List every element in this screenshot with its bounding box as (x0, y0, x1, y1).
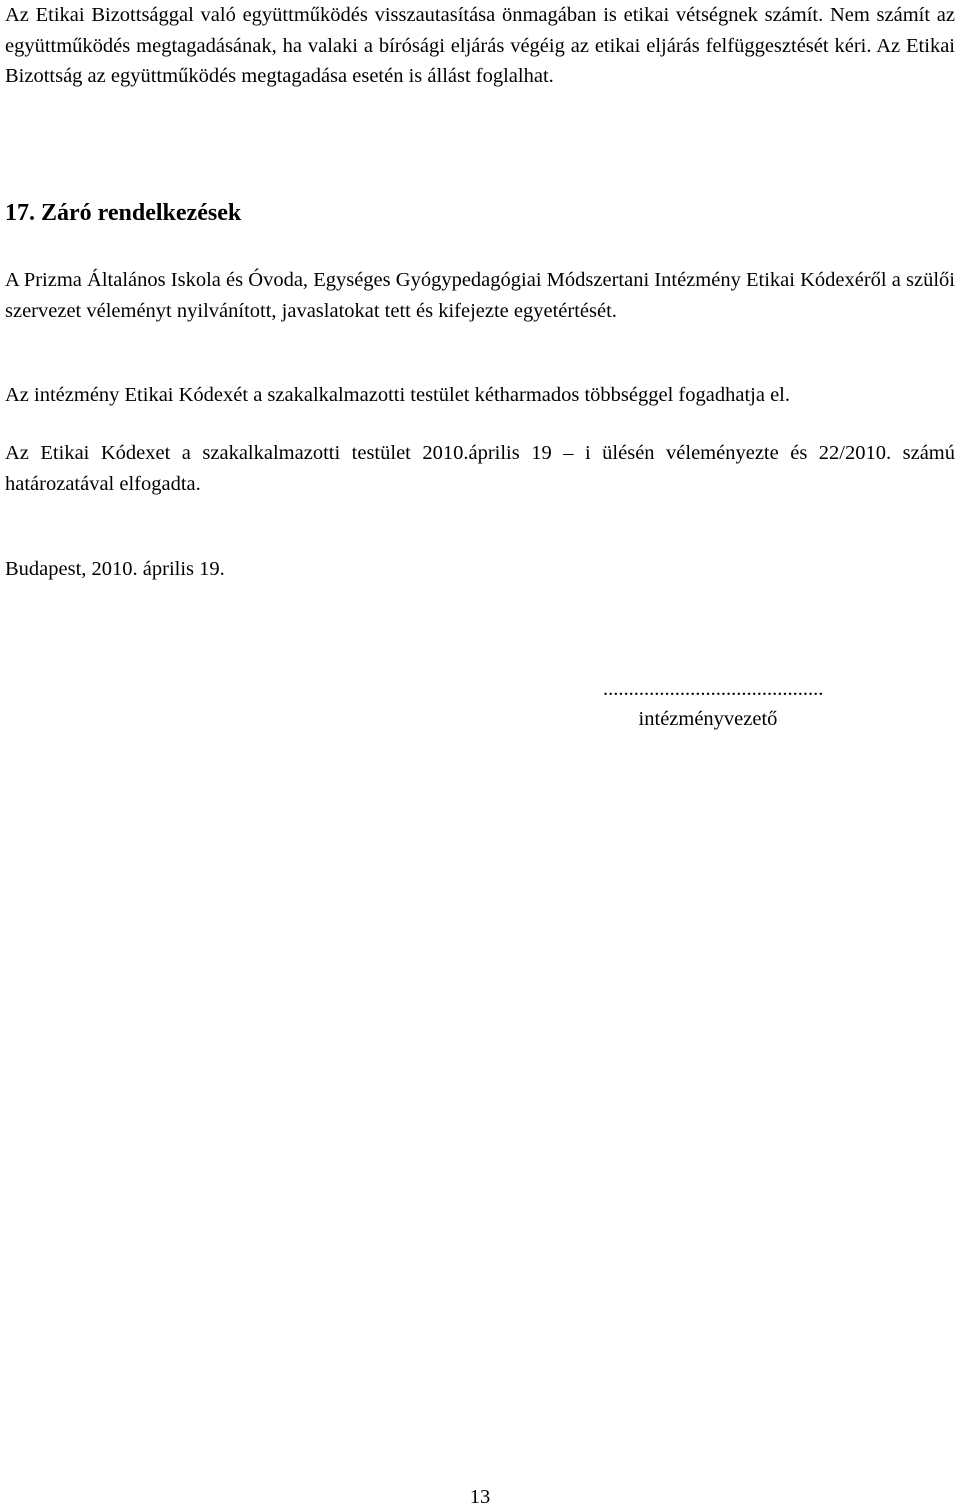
place-and-date: Budapest, 2010. április 19. (5, 558, 225, 580)
adoption-record-paragraph: Az Etikai Kódexet a szakalkalmazotti testület 2010.április 19 – i ülésén véleményezte és 22/2010. számú határozatával elfogadta. (5, 442, 955, 495)
signature-title: intézményvezető (638, 708, 778, 730)
section-heading: 17. Záró rendelkezések (5, 200, 242, 226)
signature-line: ........................................... (603, 678, 824, 700)
opinion-paragraph: A Prizma Általános Iskola és Óvoda, Egységes Gyógypedagógiai Módszertani Intézmény Etikai Kódexéről a szülői szervezet véleményt nyilvánított, javaslatokat tett és kifejezte egyetértését. (5, 269, 955, 322)
signature-block (603, 674, 824, 734)
intro-paragraph: Az Etikai Bizottsággal való együttműködés visszautasítása önmagában is etikai vétségnek számít. Nem számít az együttműködés megtagadásának, ha valaki a bírósági eljárás végéig az etikai eljárás felfüggesztését kéri. Az Etikai Bizottság az együttműködés megtagadása esetén is állást foglalhat. (5, 4, 955, 87)
adoption-rule-paragraph: Az intézmény Etikai Kódexét a szakalkalmazotti testület kétharmados többséggel fogadhatja el. (5, 384, 790, 406)
page-number: 13 (469, 1486, 491, 1508)
